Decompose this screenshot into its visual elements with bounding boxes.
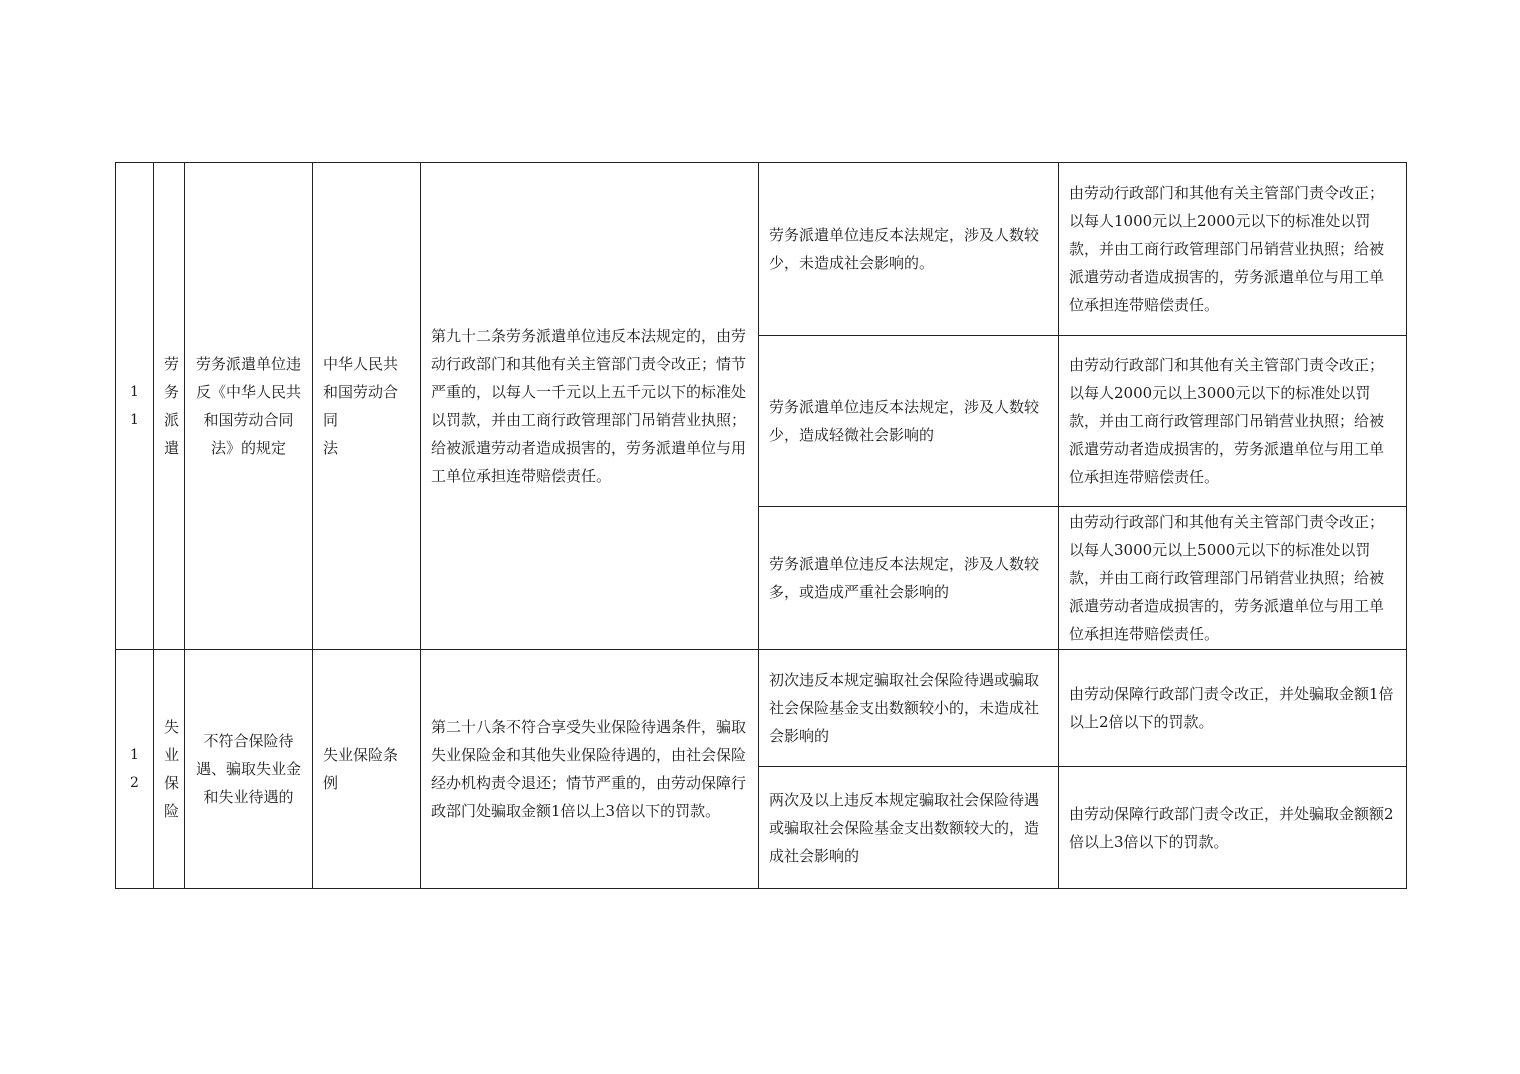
legal-basis-cell: 第九十二条劳务派遣单位违反本法规定的，由劳动行政部门和其他有关主管部门责令改正；情节严重的，以每人一千元以上五千元以下的标准处以罚款，并由工商行政管理部门吊销营业执照；给被派遣劳动者造成损害的，劳务派遣单位与用工单位承担连带赔偿责任。	[421, 163, 759, 650]
violation-item-cell: 不符合保险待遇、骗取失业金和失业待遇的	[185, 650, 313, 889]
penalty-standard-cell: 由劳动行政部门和其他有关主管部门责令改正；以每人3000元以上5000元以下的标准处以罚款，并由工商行政管理部门吊销营业执照；给被派遣劳动者造成损害的，劳务派遣单位与用工单位承担连带赔偿责任。	[1059, 507, 1407, 650]
circumstance-cell: 两次及以上违反本规定骗取社会保险待遇或骗取社会保险基金支出数额较大的，造成社会影响的	[759, 767, 1059, 889]
row-number: 12	[116, 650, 154, 889]
table-row	[116, 650, 1407, 767]
penalty-standard-cell: 由劳动行政部门和其他有关主管部门责令改正；以每人2000元以上3000元以下的标准处以罚款，并由工商行政管理部门吊销营业执照；给被派遣劳动者造成损害的，劳务派遣单位与用工单位承担连带赔偿责任。	[1059, 336, 1407, 507]
penalty-standards-table	[115, 162, 1407, 889]
penalty-standard-cell: 由劳动保障行政部门责令改正，并处骗取金额1倍以上2倍以下的罚款。	[1059, 650, 1407, 767]
category-cell	[154, 650, 185, 889]
table-row	[116, 163, 1407, 336]
law-name-cell	[313, 163, 421, 650]
circumstance-cell: 初次违反本规定骗取社会保险待遇或骗取社会保险基金支出数额较小的，未造成社会影响的	[759, 650, 1059, 767]
law-name-line: 法	[323, 439, 339, 457]
category-cell	[154, 163, 185, 650]
law-name-cell	[313, 650, 421, 889]
row-number: 11	[116, 163, 154, 650]
circumstance-cell: 劳务派遣单位违反本法规定，涉及人数较少，未造成社会影响的。	[759, 163, 1059, 336]
circumstance-cell: 劳务派遣单位违反本法规定，涉及人数较少，造成轻微社会影响的	[759, 336, 1059, 507]
violation-item-cell: 劳务派遣单位违反《中华人民共和国劳动合同法》的规定	[185, 163, 313, 650]
law-name-line: 失业保险条例	[323, 746, 399, 792]
legal-basis-cell: 第二十八条不符合享受失业保险待遇条件，骗取失业保险金和其他失业保险待遇的，由社会保险经办机构责令退还；情节严重的，由劳动保障行政部门处骗取金额1倍以上3倍以下的罚款。	[421, 650, 759, 889]
circumstance-cell: 劳务派遣单位违反本法规定，涉及人数较多，或造成严重社会影响的	[759, 507, 1059, 650]
law-name-line: 中华人民共和国劳动合同	[323, 355, 399, 429]
penalty-standard-cell: 由劳动行政部门和其他有关主管部门责令改正；以每人1000元以上2000元以下的标准处以罚款，并由工商行政管理部门吊销营业执照；给被派遣劳动者造成损害的，劳务派遣单位与用工单位承担连带赔偿责任。	[1059, 163, 1407, 336]
category-label: 失业保险	[164, 718, 180, 820]
category-label: 劳务派遣	[164, 355, 180, 457]
penalty-standard-cell: 由劳动保障行政部门责令改正，并处骗取金额额2倍以上3倍以下的罚款。	[1059, 767, 1407, 889]
